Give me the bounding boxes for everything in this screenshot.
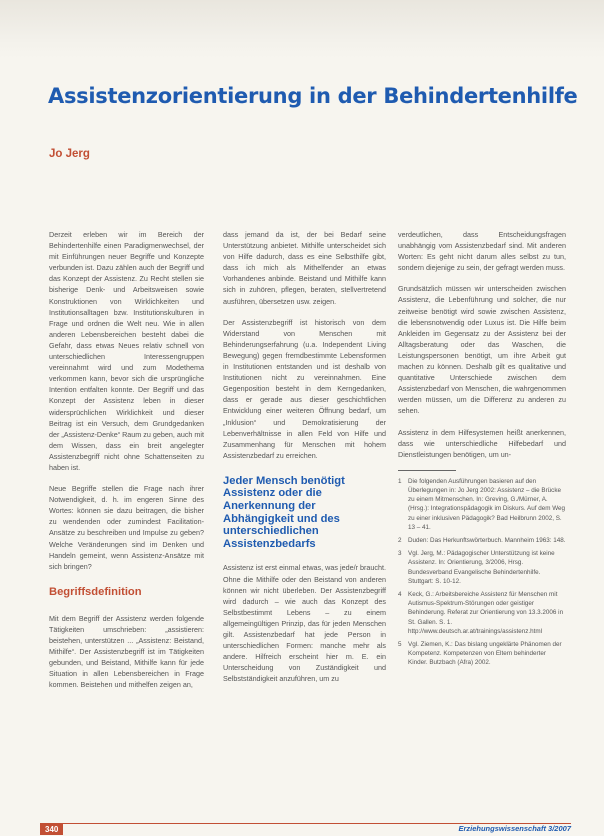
paragraph: Mit dem Begriff der Assistenz werden folgende Tätigkeiten umschrieben: „assistieren: beistehen, unterstützen ... „Assistenz: Beistand, Mithilfe“. Der Assistenzbegriff ist im Tätigkeiten gebunden, und Beistand, Mithilfe kann für jede Situation in allen Lebensbereichen in Frage kommen. Beistehen und mithelfen zeigen an, [49, 613, 204, 690]
footnote [398, 549, 566, 586]
paragraph: dass jemand da ist, der bei Bedarf seine Unterstützung anbietet. Mithilfe unterscheidet sich von Hilfe dadurch, dass es eine Selbsthilfe gibt, dass ich mich als Mithelfender an etwas Vorhandenes anbinde. Beistand und Mithilfe kann sich in zuhören, pflegen, beraten, stellvertretend ausführen, übersetzen usw. zeigen. [223, 230, 386, 306]
paragraph: Derzeit erleben wir im Bereich der Behindertenhilfe einen Paradigmenwechsel, der mit Einführungen neuer Begriffe und Konzepte verbunden ist. Dazu zählen auch der Begriff und das Konzept der Assistenz. Zu Recht stellen sie bisherige Denk- und Arbeitsweisen sowie Konstruktionen von Wirklichkeiten und Institutionsalltagen bzw. Institutionskulturen in Frage und ordnen die Welt neu. Wie in allen anderen Lebensbereichen besteht dabei die Gefahr, dass etwas Neues relativ schnell von unterschiedlichen Interessengruppen vereinnahmt wird und zum Modethema verkommen kann, bevor sich die ursprüngliche Intention entfalten konnte. Der Begriff und das Konzept der Assistenz leben in dieser widersprüchlichen Wirklichkeit und dieser Beitrag ist ein Versuch, dem Grundgedanken der „Assistenz-Denke“ Raum zu geben, auch mit dem Wissen, dass ein breit angelegter Assistenzbegriff nicht ohne Schattenseiten zu haben ist. [49, 230, 204, 472]
page-number: 340 [40, 824, 63, 835]
footnote-text: Duden: Das Herkunftswörterbuch. Mannheim 1963: 148. [408, 537, 566, 544]
footnote-text: Die folgenden Ausführungen basieren auf den Überlegungen in: Jo Jerg 2002: Assistenz – die Brücke zu einem Mitmenschen. In: Greving, G./Mürner, A. (Hrsg.): Integrationspädagogik im Diskurs. Auf dem Weg zu einer inklusiven Pädagogik? Bad Heilbrunn 2002, S. 13 – 41. [408, 477, 566, 531]
footnote-number: 5 [398, 641, 402, 649]
paragraph: Neue Begriffe stellen die Frage nach ihrer Notwendigkeit, d. h. im engeren Sinne des Wortes: können sie dazu beitragen, die bisher zu wendenden oder zumindest Facilitation-Ansätze zu beschreiben und Impulse zu geben? Welche Veränderungen sind im Denken und Handeln gemeint, wenn Assistenz-Ansätze mit sich bringen? [49, 484, 204, 571]
column-1 [49, 229, 204, 700]
footnote-text: Vgl. Jerg, M.: Pädagogischer Unterstützung ist keine Assistenz. In: Orientierung, 3/2006, Hrsg. Bundesverband Evangelische Behindertenhilfe. Stuttgart: S. 10-12. [408, 550, 555, 585]
column-3 [398, 229, 566, 672]
top-band [0, 0, 604, 58]
footnote-text: Keck, G.: Arbeitsbereiche Assistenz für Menschen mit Autismus-Spektrum-Störungen oder geistiger Behinderung. Referat zur Orientierung von 13.3.2006 in St. Gallen. S. 1. http://www.deutsch.ar.at/trainings/assistenz.html [408, 591, 564, 635]
footnotes [398, 477, 566, 668]
section-heading: Begriffsdefinition [49, 585, 142, 598]
column-2 [223, 229, 386, 694]
article-title: Assistenzorientierung in der Behindertenhilfe [48, 84, 578, 108]
author-name: Jo Jerg [49, 148, 90, 160]
journal-name: Erziehungswissenschaft 3/2007 [458, 824, 571, 833]
footnote [398, 640, 566, 668]
footnote-text: Vgl. Ziemen, K.: Das bislang ungeklärte Phänomen der Kompetenz. Kompetenzen von Eltern behinderter Kinder. Butzbach (Afra) 2002. [408, 641, 562, 667]
footnote [398, 536, 566, 545]
footnote-number: 3 [398, 550, 402, 558]
paragraph: Assistenz in dem Hilfesystemen heißt anerkennen, dass wie unterschiedliche Hilfebedarf und Dienstleistungen benötigen, um un- [398, 427, 566, 459]
section-heading: Jeder Mensch benötigt Assistenz oder die Anerkennung der Abhängigkeit und des unterschiedlichen Assistenzbedarfs [223, 474, 345, 550]
footnote-number: 2 [398, 537, 402, 544]
paragraph: verdeutlichen, dass Entscheidungsfragen unabhängig vom Assistenzbedarf sind. Mit anderen Worten: Es geht nicht darum alles selbst zu tun, sondern diejenige zu sein, der gefragt werden muss. [398, 230, 566, 273]
paragraph: Der Assistenzbegriff ist historisch von dem Widerstand von Menschen mit Behinderungserfahrung (u.a. Independent Living Bewegung) gegen fremdbestimmte Lebensformen in Institutionen entstanden und ist deshalb von Institutionen nicht zu vereinnahmen. Eine Gegenposition besteht in dem Kerngedanken, dass er gerade aus dieser geschichtlichen Entwicklung einer weiteren Öffnung bedarf, um „Inklusion“ und Demokratisierung der Lebenverhältnisse in allen Feld von Hilfe und Zusammenhang für Menschen mit hohem Assistenzbedarf zu erreichen. [223, 317, 386, 460]
paragraph: Assistenz ist erst einmal etwas, was jede/r braucht. Ohne die Mithilfe oder den Beistand von anderen können wir nicht überleben. Der Assistenzbegriff wird dadurch – wie auch das Konzept des Selbstbestimmt Lebens – zu einem allgemeingültigen Prinzip, das für jeden Menschen gilt. Assistenzbedarf hat jede Person in unterschiedlichen Formen: manche mehr als andere. Hilfreich erscheint hier m. E. ein Unterscheidung von Zuständigkeit und Selbstständigkeit anzuführen, um zu [223, 563, 386, 684]
footnote [398, 590, 566, 636]
paragraph: Grundsätzlich müssen wir unterscheiden zwischen Assistenz, die Lebenführung und solcher, die nur zeitweise benötigt wird sowie zwischen Assistenz, die lebensnotwendig oder Luxus ist. Die Hilfe beim Ankleiden im Gegensatz zu der Assistenz bei der Alltagsberatung oder das Waschen, die Leistungspersonen benötigt, um ihre Arbeit gut machen zu können. Deshalb gilt es qualitative und quantitative Unterschiede zwischen dem Assistenzbedarf von Menschen, die wahrgenommen werden müssen, um die Differenz zu anderen zu sehen. [398, 284, 566, 416]
footnote-divider [398, 470, 456, 471]
footnote-number: 4 [398, 591, 402, 599]
footnote-number: 1 [398, 477, 402, 485]
footnote [398, 477, 566, 532]
